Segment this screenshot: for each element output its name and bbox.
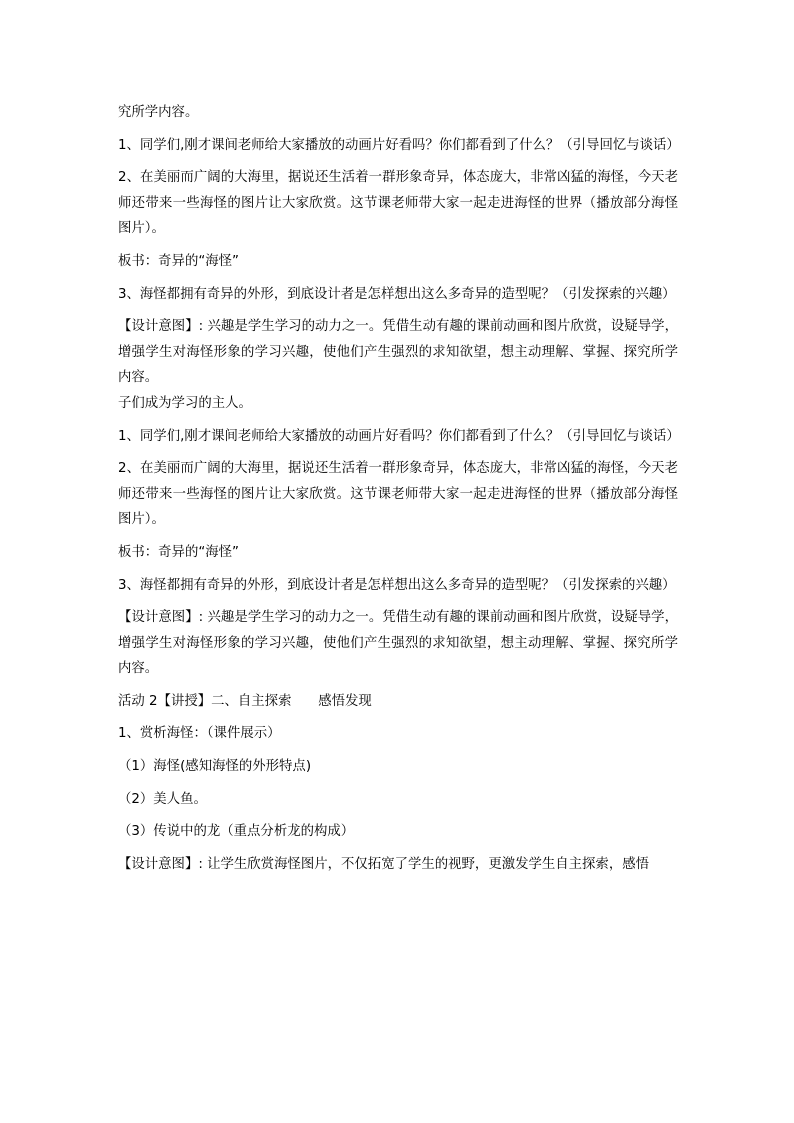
paragraph: 1、同学们,刚才课间老师给大家播放的动画片好看吗？你们都看到了什么？（引导回忆与谈话） (118, 137, 680, 153)
paragraph: 2、在美丽而广阔的大海里，据说还生活着一群形象奇异，体态庞大，非常凶猛的海怪，今天老师还带来一些海怪的图片让大家欣赏。这节课老师带大家一起走进海怪的世界（播放部分海怪图片）。 (118, 170, 678, 237)
paragraph: 【设计意图】: 兴趣是学生学习的动力之一。凭借生动有趣的课前动画和图片欣赏，设疑导学，增强学生对海怪形象的学习兴趣，使他们产生强烈的求知欲望，想主动理解、掌握、探究所学内容。 (118, 610, 678, 677)
paragraph: （2）美人鱼。 (118, 791, 207, 807)
paragraph: 【设计意图】: 让学生欣赏海怪图片，不仅拓宽了学生的视野，更激发学生自主探索，感悟 (118, 856, 649, 872)
paragraph: 1、同学们,刚才课间老师给大家播放的动画片好看吗？你们都看到了什么？（引导回忆与谈话） (118, 428, 680, 444)
paragraph: （3）传说中的龙（重点分析龙的构成） (118, 824, 355, 840)
paragraph: 2、在美丽而广阔的大海里，据说还生活着一群形象奇异，体态庞大，非常凶猛的海怪，今天老师还带来一些海怪的图片让大家欣赏。这节课老师带大家一起走进海怪的世界（播放部分海怪图片）。 (118, 461, 678, 528)
paragraph: 3、海怪都拥有奇异的外形，到底设计者是怎样想出这么多奇异的造型呢？（引发探索的兴趣） (118, 577, 676, 593)
paragraph: 子们成为学习的主人。 (118, 395, 252, 411)
document-body (118, 100, 678, 877)
paragraph: （1）海怪(感知海怪的外形特点) (118, 759, 312, 775)
paragraph: 1、赏析海怪：（课件展示） (118, 726, 281, 742)
paragraph: 板书：奇异的“海怪” (118, 253, 239, 269)
paragraph: 究所学内容。 (118, 105, 199, 120)
paragraph: 3、海怪都拥有奇异的外形，到底设计者是怎样想出这么多奇异的造型呢？（引发探索的兴趣） (118, 286, 676, 302)
paragraph: 板书：奇异的“海怪” (118, 544, 239, 560)
paragraph: 【设计意图】: 兴趣是学生学习的动力之一。凭借生动有趣的课前动画和图片欣赏，设疑导学，增强学生对海怪形象的学习兴趣，使他们产生强烈的求知欲望，想主动理解、掌握、探究所学内容。 (118, 319, 678, 386)
paragraph: 活动 2【讲授】二、自主探索 感悟发现 (118, 693, 372, 709)
